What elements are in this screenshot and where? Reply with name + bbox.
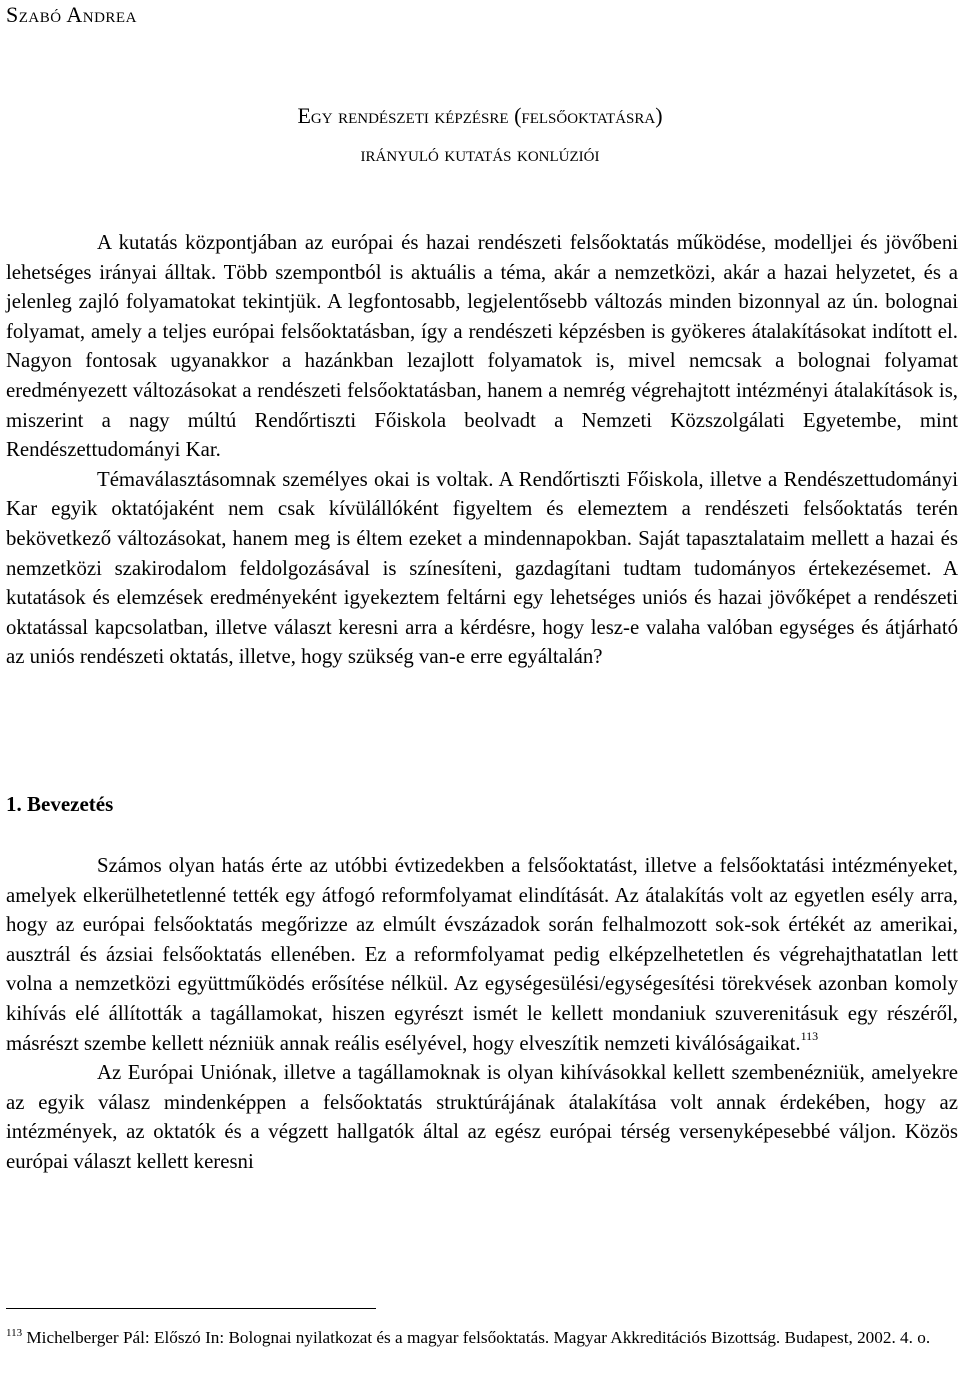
intro-paragraph-2: Témaválasztásomnak személyes okai is voltak. A Rendőrtiszti Főiskola, illetve a Rendészettudományi Kar egyik oktatójaként nem csak kívülállóként figyeltem és elemeztem a rendészeti felsőoktatás terén bekövetkező változásokat, hanem meg is éltem ezeket a mindennapokban. Saját tapasztalataim mellett a hazai és nemzetközi szakirodalom feldolgozásával is színesíteni, gazdagítani tudtam tudományos értekezésemet. A kutatások és elemzések eredményeként igyekeztem feltárni egy lehetséges uniós és hazai jövőképet a rendészeti oktatással kapcsolatban, illetve választ keresni arra a kérdésre, hogy lesz-e valaha valóban egységes és átjárható az uniós rendészeti oktatás, illetve, hogy szükség van-e erre egyáltalán? — [6, 467, 958, 669]
paper-title-line-1: Egy rendészeti képzésre (felsőoktatásra) — [297, 103, 663, 128]
section-paragraph-1-text: Számos olyan hatás érte az utóbbi évtizedekben a felsőoktatást, illetve a felsőoktatási intézményeket, amelyek elkerülhetetlenné tették egy átfogó reformfolyamat elindítását. Az átalakítás volt az egyetlen esély arra, hogy az európai felsőoktatás megőrizze az elmúlt évszázadok során felhalmozott sok-sok értékét az amerikai, ausztrál és ázsiai felsőoktatás ellenében. Ez a reformfolyamat pedig elképzelhetetlen és végrehajthatatlan lett volna a nemzetközi együttműködés erősítése nélkül. Az egységesülési/egységesítési törekvések azonban komoly kihívás elé állították a tagállamokat, hiszen egyrészt ismét le kellett mondaniuk szuverenitásuk egy részéről, másrészt szembe kellett nézniük annak reális esélyével, hogy elveszítik nemzeti kiválóságaikat. — [6, 854, 958, 1055]
intro-section — [6, 228, 958, 672]
author-name: Szabó Andrea — [6, 2, 137, 27]
intro-paragraph-1: A kutatás központjában az európai és hazai rendészeti felsőoktatás működése, modelljei és jövőbeni lehetséges irányai álltak. Több szempontból is aktuális a téma, akár a nemzetközi, akár a hazai helyzetet, és a jelenleg zajló folyamatokat tekintjük. A legfontosabb, legjelentősebb változás minden bizonnyal az ún. bolognai folyamat, amely a teljes európai felsőoktatásban, így a rendészeti képzésben is gyökeres átalakításokat indított el. Nagyon fontosak ugyanakkor a hazánkban lezajlott folyamatok is, mivel nemcsak a bolognai folyamat eredményezett változásokat a rendészeti felsőoktatásban, hanem a nemrég végrehajtott intézményi átalakítások is, miszerint a nagy múltú Rendőrtiszti Főiskola beolvadt a Nemzeti Közszolgálati Egyetembe, mint Rendészettudományi Kar. — [6, 231, 958, 462]
footnote-text: Michelberger Pál: Előszó In: Bolognai nyilatkozat és a magyar felsőoktatás. Magyar Akkreditációs Bizottság. Budapest, 2002. 4. o. — [22, 1328, 931, 1347]
section-paragraph-1 — [6, 851, 958, 1058]
section-heading: 1. Bevezetés — [6, 792, 114, 816]
paper-title-line-2: irányuló kutatás konlúziói — [360, 141, 600, 166]
footnote-reference[interactable]: 113 — [800, 1028, 819, 1043]
footnote-number: 113 — [6, 1327, 23, 1339]
footnote — [6, 1325, 958, 1350]
section-paragraph-2: Az Európai Uniónak, illetve a tagállamoknak is olyan kihívásokkal kellett szembenézniük, amelyekre az egyik válasz mindenképpen a felsőoktatás struktúrájának átalakítása volt annak érdekében, hogy az intézmények, az oktatók és a végzett hallgatók által az egész európai térség versenyképesebbé váljon. Közös európai választ kellett keresni — [6, 1061, 958, 1173]
footnote-divider — [6, 1308, 376, 1309]
section-body — [6, 851, 958, 1177]
